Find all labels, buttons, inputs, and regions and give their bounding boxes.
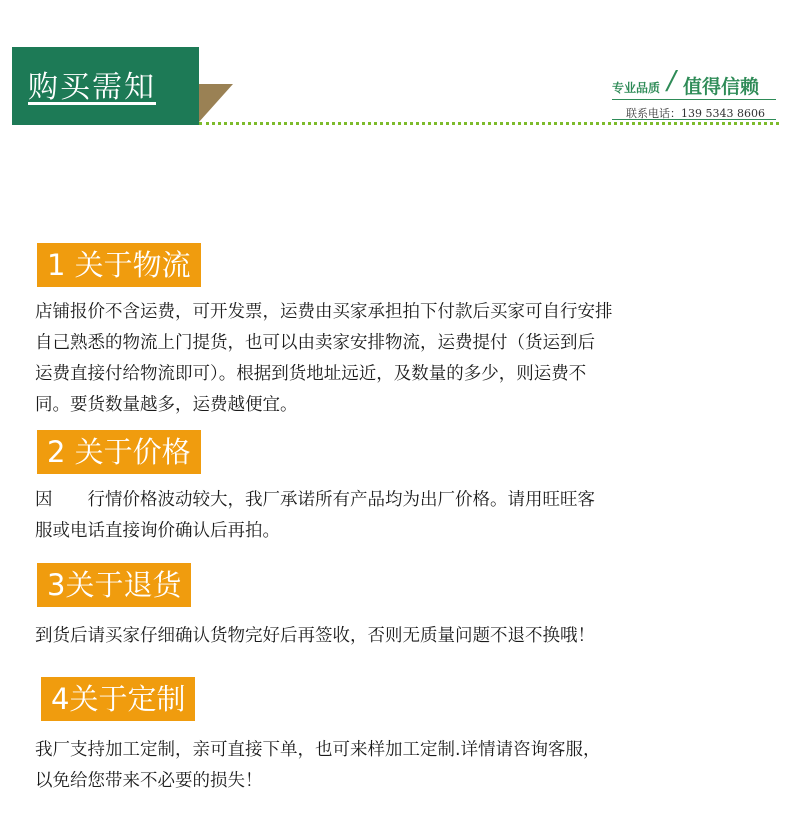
page-title: 购买需知: [28, 70, 156, 105]
section-heading-custom: 4关于定制: [41, 677, 195, 721]
slogan-slash: /: [667, 66, 676, 96]
text-line: 同。要货数量越多，运费越便宜。: [35, 395, 298, 415]
contact-phone: 联系电话：139 5343 8606: [626, 107, 765, 120]
slogan-underline: [612, 99, 776, 100]
slogan-main: 值得信赖: [683, 76, 760, 98]
section-text-custom: [35, 735, 770, 797]
text-line: 服或电话直接询价确认后再拍。: [35, 521, 280, 541]
text-line: 因 行情价格波动较大，我厂承诺所有产品均为出厂价格。请用旺旺客: [35, 490, 595, 510]
slogan-small: 专业品质: [612, 81, 661, 95]
text-line: 店铺报价不含运费，可开发票，运费由买家承担拍下付款后买家可自行安排: [35, 302, 613, 322]
section-text-price: [35, 485, 770, 547]
section-text-logistics: [35, 297, 770, 421]
section-text-returns: [35, 621, 770, 652]
text-line: 我厂支持加工定制，亲可直接下单，也可来样加工定制.详情请咨询客服，: [35, 740, 601, 760]
section-heading-price: 2 关于价格: [37, 430, 201, 474]
contact-underline: [612, 119, 776, 120]
text-line: 运费直接付给物流即可）。根据到货地址远近，及数量的多少，则运费不: [35, 364, 587, 384]
text-line: 自己熟悉的物流上门提货，也可以由卖家安排物流，运费提付（货运到后: [35, 333, 595, 353]
title-banner-tail: [199, 84, 233, 122]
text-line: 以免给您带来不必要的损失！: [35, 771, 263, 791]
section-heading-returns: 3关于退货: [37, 563, 191, 607]
text-line: 到货后请买家仔细确认货物完好后再签收，否则无质量问题不退不换哦！: [35, 626, 595, 646]
section-heading-logistics: 1 关于物流: [37, 243, 201, 287]
header-dotted-divider: [199, 122, 779, 125]
